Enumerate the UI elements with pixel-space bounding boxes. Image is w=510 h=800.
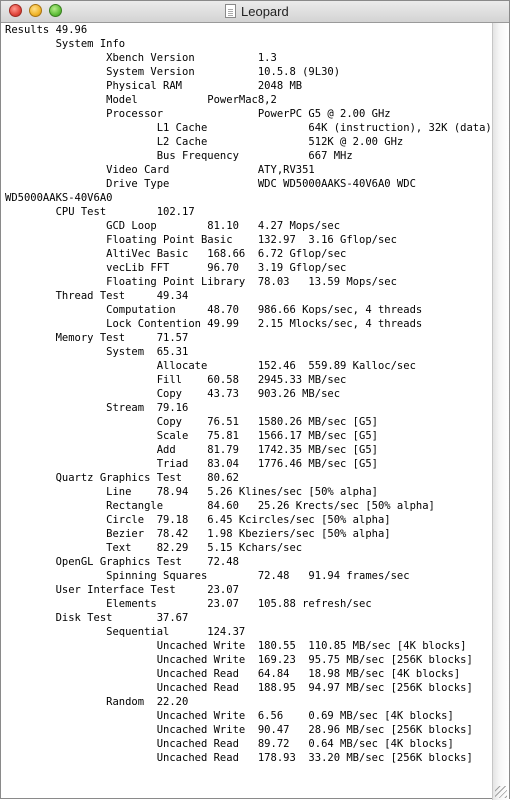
minimize-window-button[interactable] (29, 4, 42, 17)
report-line: Uncached Write 169.23 95.75 MB/sec [256K blocks] (5, 654, 473, 666)
report-line: Bus Frequency 667 MHz (5, 150, 353, 162)
report-line: Floating Point Library 78.03 13.59 Mops/sec (5, 276, 397, 288)
report-line: Bezier 78.42 1.98 Kbeziers/sec [50% alpha] (5, 528, 391, 540)
report-line: Elements 23.07 105.88 refresh/sec (5, 598, 372, 610)
report-line: Thread Test 49.34 (5, 290, 189, 302)
report-line: Uncached Read 178.93 33.20 MB/sec [256K blocks] (5, 752, 473, 764)
report-line: System Info (5, 38, 126, 50)
close-window-button[interactable] (9, 4, 22, 17)
window-title: Leopard (241, 4, 289, 19)
report-line: Line 78.94 5.26 Klines/sec [50% alpha] (5, 486, 378, 498)
report-line: Computation 48.70 986.66 Kops/sec, 4 threads (5, 304, 423, 316)
report-line: Spinning Squares 72.48 91.94 frames/sec (5, 570, 410, 582)
vertical-scrollbar[interactable] (492, 23, 509, 800)
report-line: OpenGL Graphics Test 72.48 (5, 556, 239, 568)
report-line: Xbench Version 1.3 (5, 52, 277, 64)
report-line: Processor PowerPC G5 @ 2.00 GHz (5, 108, 391, 120)
report-line: Text 82.29 5.15 Kchars/sec (5, 542, 303, 554)
report-line: Uncached Read 89.72 0.64 MB/sec [4K blocks] (5, 738, 454, 750)
report-line: Uncached Read 188.95 94.97 MB/sec [256K blocks] (5, 682, 473, 694)
report-line: L1 Cache 64K (instruction), 32K (data) (5, 122, 492, 134)
report-line: Copy 76.51 1580.26 MB/sec [G5] (5, 416, 378, 428)
report-line: Disk Test 37.67 (5, 612, 189, 624)
report-line: Lock Contention 49.99 2.15 Mlocks/sec, 4 threads (5, 318, 423, 330)
report-line: Copy 43.73 903.26 MB/sec (5, 388, 341, 400)
report-line: Uncached Write 180.55 110.85 MB/sec [4K blocks] (5, 640, 467, 652)
report-line: Scale 75.81 1566.17 MB/sec [G5] (5, 430, 378, 442)
report-line: Floating Point Basic 132.97 3.16 Gflop/sec (5, 234, 397, 246)
report-line: Random 22.20 (5, 696, 189, 708)
report-line: User Interface Test 23.07 (5, 584, 239, 596)
report-line: Physical RAM 2048 MB (5, 80, 303, 92)
report-line: Stream 79.16 (5, 402, 189, 414)
report-line: Fill 60.58 2945.33 MB/sec (5, 374, 347, 386)
report-line: Memory Test 71.57 (5, 332, 189, 344)
report-line: Model PowerMac8,2 (5, 94, 277, 106)
window-titlebar[interactable] (1, 1, 509, 23)
report-line: Uncached Write 6.56 0.69 MB/sec [4K blocks] (5, 710, 454, 722)
report-line: System Version 10.5.8 (9L30) (5, 66, 341, 78)
resize-grip-icon[interactable] (495, 786, 507, 798)
report-text-area[interactable] (1, 23, 493, 800)
report-line: Circle 79.18 6.45 Kcircles/sec [50% alpha] (5, 514, 391, 526)
report-line: Sequential 124.37 (5, 626, 246, 638)
report-line: Allocate 152.46 559.89 Kalloc/sec (5, 360, 416, 372)
report-line: WD5000AAKS-40V6A0 (5, 192, 113, 204)
report-line: Drive Type WDC WD5000AAKS-40V6A0 WDC (5, 178, 416, 190)
report-line: GCD Loop 81.10 4.27 Mops/sec (5, 220, 341, 232)
report-line: System 65.31 (5, 346, 189, 358)
report-line: Uncached Read 64.84 18.98 MB/sec [4K blocks] (5, 668, 461, 680)
report-line: Rectangle 84.60 25.26 Krects/sec [50% alpha] (5, 500, 435, 512)
report-line: Quartz Graphics Test 80.62 (5, 472, 239, 484)
zoom-window-button[interactable] (49, 4, 62, 17)
document-icon[interactable] (225, 4, 236, 18)
report-line: AltiVec Basic 168.66 6.72 Gflop/sec (5, 248, 347, 260)
report-line: Results 49.96 (5, 24, 88, 36)
report-line: CPU Test 102.17 (5, 206, 195, 218)
report-line: Video Card ATY,RV351 (5, 164, 315, 176)
report-line: Add 81.79 1742.35 MB/sec [G5] (5, 444, 378, 456)
report-line: Uncached Write 90.47 28.96 MB/sec [256K blocks] (5, 724, 473, 736)
report-line: vecLib FFT 96.70 3.19 Gflop/sec (5, 262, 347, 274)
report-line: Triad 83.04 1776.46 MB/sec [G5] (5, 458, 378, 470)
report-line: L2 Cache 512K @ 2.00 GHz (5, 136, 404, 148)
